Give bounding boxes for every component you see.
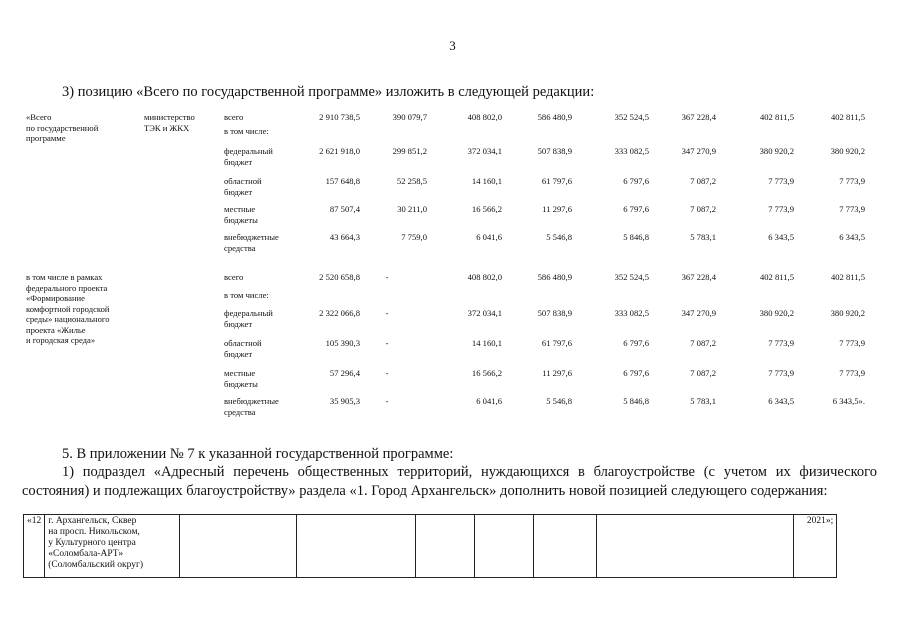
budget-value: 7 087,2 (690, 204, 716, 214)
paragraph-5-1: 1) подраздел «Адресный перечень общественных территорий, нуждающихся в благоустройстве (с учетом их физического состояния) и подлежащих благоустройству» раздела «1. Город Архангельск» дополнить новой позицией следующего содержания: (22, 464, 877, 499)
budget-value: - (385, 338, 389, 348)
budget-value: 333 082,5 (614, 146, 649, 156)
budget-value: 35 905,3 (329, 396, 360, 406)
funding-source-label: в том числе: (224, 290, 269, 300)
budget-value: 7 773,9 (768, 338, 794, 348)
budget-value: 5 783,1 (690, 232, 716, 242)
budget-value: 586 480,9 (537, 272, 572, 282)
budget-value: 7 087,2 (690, 368, 716, 378)
budget-value: 402 811,5 (759, 112, 794, 122)
budget-value: 408 802,0 (467, 272, 502, 282)
address-name-cell: г. Архангельск, Сквер на просп. Никольском, у Культурного центра «Соломбала-АРТ» (Соломбальский округ) (45, 515, 180, 578)
budget-value: 299 851,2 (392, 146, 427, 156)
budget-value: 6 343,5 (768, 396, 794, 406)
budget-value: 14 160,1 (471, 176, 502, 186)
budget-value: 7 773,9 (839, 338, 865, 348)
budget-value: 2 520 658,8 (319, 272, 360, 282)
budget-value: 6 343,5». (832, 396, 865, 406)
budget-value: 6 041,6 (476, 232, 502, 242)
program-label-line: федерального проекта (26, 282, 108, 293)
ministry-label-line: ТЭК и ЖКХ (144, 122, 190, 133)
paragraph-5: 5. В приложении № 7 к указанной государственной программе: (62, 446, 454, 462)
budget-value: 372 034,1 (467, 146, 502, 156)
funding-source-label: областной (224, 338, 262, 348)
budget-value: 7 087,2 (690, 176, 716, 186)
address-empty-cell (180, 515, 297, 578)
funding-source-label: средства (224, 242, 256, 253)
address-empty-cell (416, 515, 475, 578)
budget-value: 402 811,5 (830, 112, 865, 122)
funding-source-label: бюджет (224, 348, 253, 359)
budget-value: 2 621 918,0 (319, 146, 360, 156)
budget-value: 87 507,4 (329, 204, 360, 214)
budget-value: 367 228,4 (681, 112, 716, 122)
budget-value: 157 648,8 (325, 176, 360, 186)
budget-value: 402 811,5 (830, 272, 865, 282)
address-empty-cell (475, 515, 534, 578)
funding-source-label: бюджет (224, 318, 253, 329)
budget-value: 14 160,1 (471, 338, 502, 348)
budget-value: 7 773,9 (768, 176, 794, 186)
budget-value: 16 566,2 (471, 368, 502, 378)
address-empty-cell (297, 515, 416, 578)
budget-value: 6 797,6 (623, 176, 649, 186)
budget-value: 380 920,2 (759, 308, 794, 318)
budget-value: 347 270,9 (681, 146, 716, 156)
budget-value: 2 322 066,8 (319, 308, 360, 318)
funding-source-label: в том числе: (224, 126, 269, 136)
program-label-line: по государственной (26, 122, 99, 133)
budget-value: 2 910 738,5 (319, 112, 360, 122)
budget-value: - (385, 272, 389, 282)
address-year-cell: 2021»; (794, 515, 837, 578)
funding-source-label: бюджеты (224, 214, 258, 225)
budget-value: 61 797,6 (541, 176, 572, 186)
budget-value: 390 079,7 (392, 112, 427, 122)
budget-value: 61 797,6 (541, 338, 572, 348)
funding-source-label: бюджет (224, 156, 253, 167)
budget-value: 6 797,6 (623, 204, 649, 214)
budget-value: 7 773,9 (839, 368, 865, 378)
budget-value: 6 041,6 (476, 396, 502, 406)
budget-value: 333 082,5 (614, 308, 649, 318)
budget-value: 347 270,9 (681, 308, 716, 318)
budget-value: 352 524,5 (614, 272, 649, 282)
program-label-line: проекта «Жилье (26, 324, 86, 335)
budget-value: 402 811,5 (759, 272, 794, 282)
budget-value: - (385, 396, 389, 406)
address-empty-cell (597, 515, 794, 578)
budget-value: 7 087,2 (690, 338, 716, 348)
budget-value: 6 797,6 (623, 338, 649, 348)
budget-value: 372 034,1 (467, 308, 502, 318)
budget-value: 586 480,9 (537, 112, 572, 122)
budget-value: 380 920,2 (830, 308, 865, 318)
budget-value: 105 390,3 (325, 338, 360, 348)
funding-source-label: внебюджетные (224, 396, 279, 406)
budget-value: 7 773,9 (839, 176, 865, 186)
funding-source-label: областной (224, 176, 262, 186)
budget-value: 5 546,8 (546, 396, 572, 406)
budget-value: 408 802,0 (467, 112, 502, 122)
section-heading: 3) позицию «Всего по государственной программе» изложить в следующей редакции: (62, 84, 595, 100)
budget-value: 7 773,9 (768, 368, 794, 378)
budget-value: 5 546,8 (546, 232, 572, 242)
funding-source-label: бюджет (224, 186, 253, 197)
budget-value: 507 838,9 (537, 146, 572, 156)
page-number: 3 (449, 38, 456, 53)
program-label-line: среды» национального (26, 314, 110, 324)
funding-source-label: местные (224, 368, 256, 378)
program-label-line: программе (26, 133, 66, 143)
budget-value: 11 297,6 (542, 204, 572, 214)
address-row (24, 515, 837, 578)
budget-value: 7 759,0 (401, 232, 427, 242)
address-table (23, 514, 837, 578)
funding-source-label: всего (224, 272, 244, 282)
budget-value: 6 343,5 (839, 232, 865, 242)
budget-value: 5 846,8 (623, 396, 649, 406)
funding-source-label: внебюджетные (224, 232, 279, 242)
funding-source-label: федеральный (224, 308, 273, 318)
budget-value: 5 783,1 (690, 396, 716, 406)
budget-value: 52 258,5 (396, 176, 427, 186)
budget-value: 380 920,2 (830, 146, 865, 156)
budget-value: 16 566,2 (471, 204, 502, 214)
program-label-line: «Формирование (26, 293, 85, 303)
budget-value: 380 920,2 (759, 146, 794, 156)
budget-value: 352 524,5 (614, 112, 649, 122)
budget-value: 367 228,4 (681, 272, 716, 282)
budget-value: 11 297,6 (542, 368, 572, 378)
funding-source-label: средства (224, 406, 256, 417)
budget-value: 5 846,8 (623, 232, 649, 242)
program-label-line: комфортной городской (26, 303, 110, 314)
budget-value: 6 343,5 (768, 232, 794, 242)
budget-value: 6 797,6 (623, 368, 649, 378)
funding-source-label: местные (224, 204, 256, 214)
address-empty-cell (534, 515, 597, 578)
budget-value: 57 296,4 (329, 368, 360, 378)
budget-value: 7 773,9 (839, 204, 865, 214)
budget-value: 7 773,9 (768, 204, 794, 214)
program-label-line: «Всего (26, 112, 52, 122)
funding-source-label: федеральный (224, 146, 273, 156)
finance-table (22, 112, 882, 417)
funding-source-label: всего (224, 112, 244, 122)
budget-value: 507 838,9 (537, 308, 572, 318)
budget-value: - (385, 368, 389, 378)
ministry-label-line: министерство (144, 112, 195, 122)
program-label-line: в том числе в рамках (26, 272, 103, 282)
budget-value: - (385, 308, 389, 318)
address-num-cell: «12 (24, 515, 45, 578)
budget-value: 30 211,0 (397, 204, 427, 214)
program-label-line: и городская среда» (26, 335, 96, 345)
funding-source-label: бюджеты (224, 378, 258, 389)
budget-value: 43 664,3 (329, 232, 360, 242)
